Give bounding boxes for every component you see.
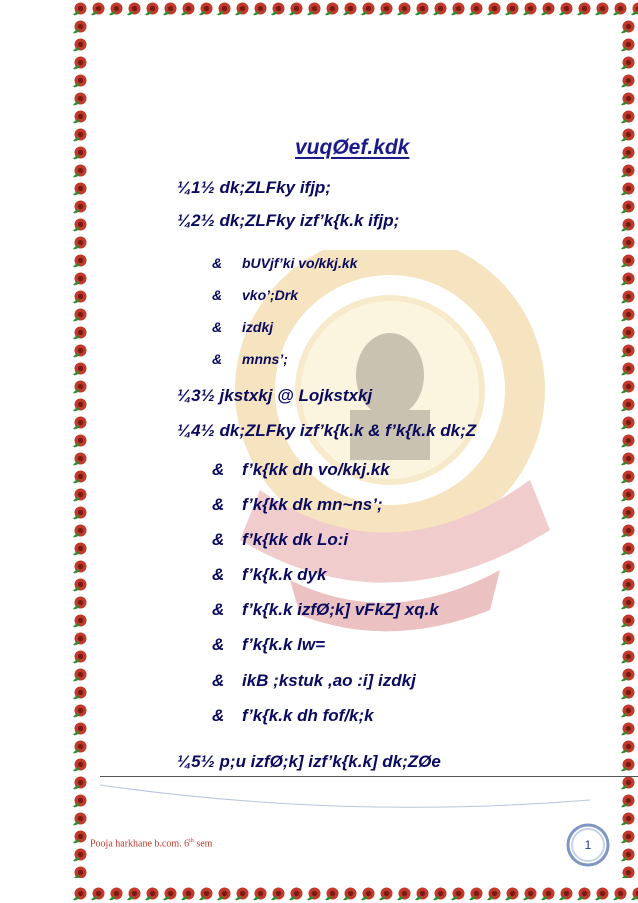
contents-line [177,752,441,772]
contents-line [212,460,390,480]
flower-border-icon [612,0,629,17]
flower-border-icon [620,648,637,665]
flower-border-icon [72,486,89,503]
line-text: f’k{k.k izfØ;k] vFkZ] xq.k [242,600,439,619]
bullet-marker: & [212,319,223,335]
flower-border-icon [612,885,629,902]
flower-border-icon [620,342,637,359]
flower-border-icon [620,864,637,878]
flower-border-icon [72,756,89,773]
flower-border-icon [360,885,377,902]
flower-border-icon [72,288,89,305]
flower-border-icon [252,885,269,902]
flower-border-icon [72,126,89,143]
contents-line [212,351,288,367]
flower-border-icon [414,885,431,902]
contents-line [212,706,374,726]
flower-border-icon [432,885,449,902]
flower-border-icon [72,885,89,902]
flower-border-icon [620,252,637,269]
flower-border-icon [72,36,89,53]
flower-border-icon [620,450,637,467]
line-text: ¼2½ dk;ZLFky izf’k{k.k ifjp; [177,211,400,230]
bullet-marker: & [212,635,225,654]
flower-border-icon [72,594,89,611]
flower-border-icon [396,885,413,902]
flower-border-icon [620,702,637,719]
bullet-marker: & [212,495,225,514]
flower-border-icon [620,144,637,161]
flower-border-icon [620,324,637,341]
flower-border-icon [620,234,637,251]
bullet-marker: & [212,460,225,479]
flower-border-icon [620,522,637,539]
flower-border-icon [620,612,637,629]
flower-border-icon [576,885,593,902]
page-number: 1 [584,838,592,852]
footer-author-tail: sem [193,838,213,850]
flower-border-icon [72,72,89,89]
flower-border-icon [620,486,637,503]
flower-border-icon [72,324,89,341]
flower-border-icon [72,792,89,809]
flower-border-icon [620,468,637,485]
flower-border-icon [72,576,89,593]
line-text: vko’;Drk [242,287,299,303]
flower-border-icon [270,885,287,902]
flower-border-icon [620,558,637,575]
flower-border-icon [72,180,89,197]
flower-border-icon [72,540,89,557]
flower-border-icon [620,108,637,125]
flower-border-icon [324,885,341,902]
line-text: izdkj [242,319,274,335]
line-text: f’k{k.k dyk [242,565,327,584]
flower-border-icon [72,342,89,359]
flower-border-icon [306,0,323,17]
line-text: ¼4½ dk;ZLFky izf’k{k.k & f’k{k.k dk;Z [177,421,477,440]
flower-border-icon [72,270,89,287]
contents-line [212,600,439,620]
flower-border-icon [620,720,637,737]
flower-border-icon [620,666,637,683]
flower-border-icon [620,504,637,521]
flower-border-icon [72,648,89,665]
flower-border-icon [620,162,637,179]
flower-border-icon [126,0,143,17]
flower-border-icon [72,360,89,377]
contents-line [212,565,326,585]
flower-border-icon [162,885,179,902]
flower-border-icon [620,630,637,647]
flower-border-icon [288,885,305,902]
page-number-badge [565,822,611,868]
bottom-flower-border [72,885,638,903]
flower-border-icon [72,612,89,629]
footer-author [90,838,212,849]
flower-border-icon [594,0,611,17]
flower-border-icon [630,0,638,17]
flower-border-icon [180,0,197,17]
flower-border-icon [72,774,89,791]
flower-border-icon [72,144,89,161]
flower-border-icon [180,885,197,902]
line-text: f’k{kk dk Lo:i [242,530,349,549]
flower-border-icon [620,792,637,809]
flower-border-icon [90,0,107,17]
flower-border-icon [72,108,89,125]
flower-border-icon [378,0,395,17]
flower-border-icon [288,0,305,17]
line-text: ¼1½ dk;ZLFky ifjp; [177,178,331,197]
footer-curve-decoration [95,780,595,820]
line-text: ikB ;kstuk ,ao :i] izdkj [242,671,416,690]
contents-line [177,211,399,231]
flower-border-icon [72,306,89,323]
flower-border-icon [72,396,89,413]
footer-author-text: Pooja harkhane b.com. 6 [90,838,190,850]
flower-border-icon [72,720,89,737]
line-text: f’k{k.k dh fof/k;k [242,706,374,725]
flower-border-icon [108,0,125,17]
flower-border-icon [72,0,89,17]
flower-border-icon [414,0,431,17]
flower-border-icon [72,468,89,485]
flower-border-icon [234,0,251,17]
bullet-marker: & [212,287,223,303]
flower-border-icon [540,0,557,17]
flower-border-icon [558,0,575,17]
flower-border-icon [620,810,637,827]
bullet-marker: & [212,565,225,584]
flower-border-icon [620,594,637,611]
bullet-marker: & [212,600,225,619]
flower-border-icon [72,558,89,575]
bullet-marker: & [212,351,223,367]
flower-border-icon [72,234,89,251]
flower-border-icon [72,198,89,215]
flower-border-icon [72,666,89,683]
flower-border-icon [486,885,503,902]
bullet-marker: & [212,530,225,549]
flower-border-icon [108,885,125,902]
flower-border-icon [72,522,89,539]
flower-border-icon [620,288,637,305]
flower-border-icon [72,684,89,701]
flower-border-icon [72,90,89,107]
flower-border-icon [522,885,539,902]
flower-border-icon [620,756,637,773]
flower-border-icon [504,0,521,17]
flower-border-icon [620,198,637,215]
flower-border-icon [72,846,89,863]
flower-border-icon [72,414,89,431]
footer-author-sup: th [189,838,194,844]
line-text: f’k{kk dh vo/kkj.kk [242,460,390,479]
flower-border-icon [558,885,575,902]
flower-border-icon [216,0,233,17]
contents-line [177,421,476,441]
flower-border-icon [620,90,637,107]
flower-border-icon [620,432,637,449]
contents-line [212,635,325,655]
flower-border-icon [72,216,89,233]
flower-border-icon [198,0,215,17]
contents-line [177,386,372,406]
flower-border-icon [234,885,251,902]
flower-border-icon [72,864,89,878]
line-text: bUVjf’ki vo/kkj.kk [242,255,358,271]
flower-border-icon [620,414,637,431]
contents-line [212,671,416,691]
line-text: ¼3½ jkstxkj @ Lojkstxkj [177,386,373,405]
flower-border-icon [620,396,637,413]
flower-border-icon [620,846,637,863]
flower-border-icon [432,0,449,17]
flower-border-icon [72,630,89,647]
flower-border-icon [620,540,637,557]
flower-border-icon [378,885,395,902]
flower-border-icon [72,162,89,179]
flower-border-icon [620,216,637,233]
line-text: f’k{k.k lw= [242,635,325,654]
flower-border-icon [522,0,539,17]
flower-border-icon [620,54,637,71]
right-flower-border [620,18,638,878]
page-title: vuqØef.kdk [295,136,410,159]
contents-line [177,178,331,198]
flower-border-icon [270,0,287,17]
flower-border-icon [620,828,637,845]
line-text: ¼5½ p;u izfØ;k] izf’k{k.k] dk;ZØe [177,752,441,771]
flower-border-icon [620,18,637,35]
flower-border-icon [342,885,359,902]
flower-border-icon [72,738,89,755]
line-text: f’k{kk dk mn~ns’; [242,495,383,514]
flower-border-icon [620,72,637,89]
flower-border-icon [594,885,611,902]
flower-border-icon [198,885,215,902]
bullet-marker: & [212,255,223,271]
footer-divider [100,776,638,777]
contents-line [212,287,298,303]
flower-border-icon [504,885,521,902]
flower-border-icon [216,885,233,902]
flower-border-icon [342,0,359,17]
flower-border-icon [486,0,503,17]
top-flower-border [72,0,638,18]
flower-border-icon [72,378,89,395]
flower-border-icon [144,885,161,902]
flower-border-icon [252,0,269,17]
flower-border-icon [72,432,89,449]
flower-border-icon [72,810,89,827]
flower-border-icon [72,54,89,71]
flower-border-icon [144,0,161,17]
flower-border-icon [162,0,179,17]
flower-border-icon [620,36,637,53]
bullet-marker: & [212,706,225,725]
flower-border-icon [324,0,341,17]
flower-border-icon [620,306,637,323]
flower-border-icon [396,0,413,17]
flower-border-icon [620,270,637,287]
bullet-marker: & [212,671,225,690]
flower-border-icon [450,885,467,902]
flower-border-icon [126,885,143,902]
flower-border-icon [620,126,637,143]
flower-border-icon [72,252,89,269]
flower-border-icon [620,180,637,197]
flower-border-icon [540,885,557,902]
left-flower-border [72,18,90,878]
flower-border-icon [576,0,593,17]
contents-line [212,495,383,515]
flower-border-icon [360,0,377,17]
flower-border-icon [72,828,89,845]
flower-border-icon [72,18,89,35]
flower-border-icon [468,885,485,902]
contents-line [212,255,357,271]
flower-border-icon [620,738,637,755]
flower-border-icon [620,360,637,377]
flower-border-icon [90,885,107,902]
flower-border-icon [306,885,323,902]
contents-line [212,319,273,335]
flower-border-icon [620,378,637,395]
contents-line [212,530,348,550]
flower-border-icon [468,0,485,17]
flower-border-icon [620,576,637,593]
flower-border-icon [72,702,89,719]
flower-border-icon [450,0,467,17]
flower-border-icon [630,885,638,902]
flower-border-icon [620,684,637,701]
flower-border-icon [72,504,89,521]
line-text: mnns’; [242,351,288,367]
flower-border-icon [72,450,89,467]
